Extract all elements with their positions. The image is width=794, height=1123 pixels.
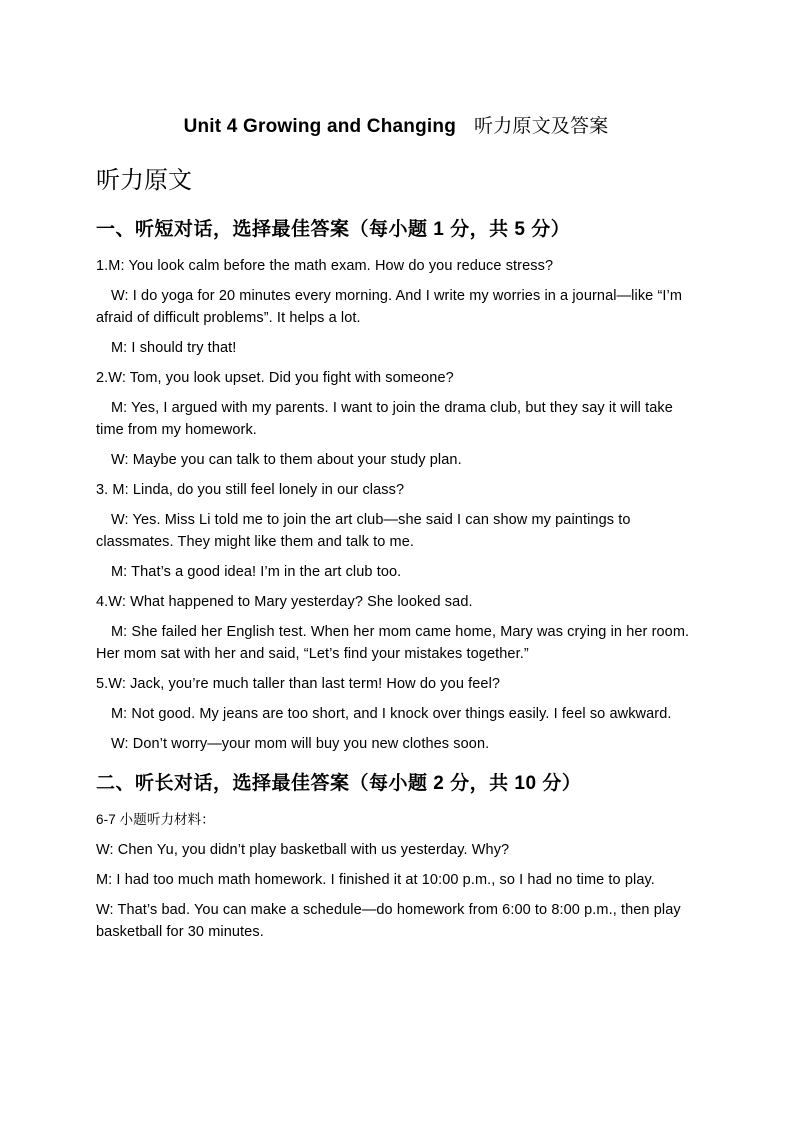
dialogue-line: M: I should try that!	[111, 340, 237, 356]
document-title-english: Unit 4 Growing and Changing	[183, 116, 457, 137]
dialogue-line: W: Maybe you can talk to them about your study plan.	[111, 452, 462, 468]
dialogue-line: 5.W: Jack, you’re much taller than last term! How do you feel?	[96, 676, 501, 692]
dialogue-line: W: Chen Yu, you didn’t play basketball with us yesterday. Why?	[96, 842, 510, 858]
dialogue-line: W: I do yoga for 20 minutes every morning. And I write my worries in a journal—like “I’m afraid of difficult problems”. It helps a lot.	[96, 288, 683, 326]
dialogue-line: M: I had too much math homework. I finished it at 10:00 p.m., so I had no time to play.	[96, 872, 655, 888]
dialogue-line: 3. M: Linda, do you still feel lonely in our class?	[96, 482, 405, 498]
document-title	[96, 112, 696, 142]
dialogue-line: W: That’s bad. You can make a schedule—do homework from 6:00 to 8:00 p.m., then play basketball for 30 minutes.	[96, 902, 681, 940]
section-heading: 听力原文	[96, 167, 192, 194]
dialogue-line: M: She failed her English test. When her mom came home, Mary was crying in her room. Her mom sat with her and said, “Let’s find your mistakes together.”	[96, 624, 690, 662]
dialogue-line: 1.M: You look calm before the math exam. How do you reduce stress?	[96, 258, 554, 274]
material-label: 6-7 小题听力材料：	[96, 812, 215, 827]
dialogue-line: M: Not good. My jeans are too short, and I knock over things easily. I feel so awkward.	[111, 706, 672, 722]
dialogue-line: 2.W: Tom, you look upset. Did you fight with someone?	[96, 370, 454, 386]
dialogue-line: M: That’s a good idea! I’m in the art club too.	[111, 564, 402, 580]
document-title-chinese: 听力原文及答案	[474, 116, 609, 137]
dialogue-line: W: Don’t worry—your mom will buy you new clothes soon.	[111, 736, 490, 752]
part2-heading: 二、听长对话，选择最佳答案（每小题 2 分，共 10 分）	[96, 773, 582, 794]
part1-heading: 一、听短对话，选择最佳答案（每小题 1 分，共 5 分）	[96, 219, 571, 240]
document-content	[96, 112, 696, 951]
dialogue-line: 4.W: What happened to Mary yesterday? She looked sad.	[96, 594, 473, 610]
dialogue-line: M: Yes, I argued with my parents. I want to join the drama club, but they say it will take time from my homework.	[96, 400, 673, 438]
dialogue-line: W: Yes. Miss Li told me to join the art club—she said I can show my paintings to classmates. They might like them and talk to me.	[96, 512, 631, 550]
